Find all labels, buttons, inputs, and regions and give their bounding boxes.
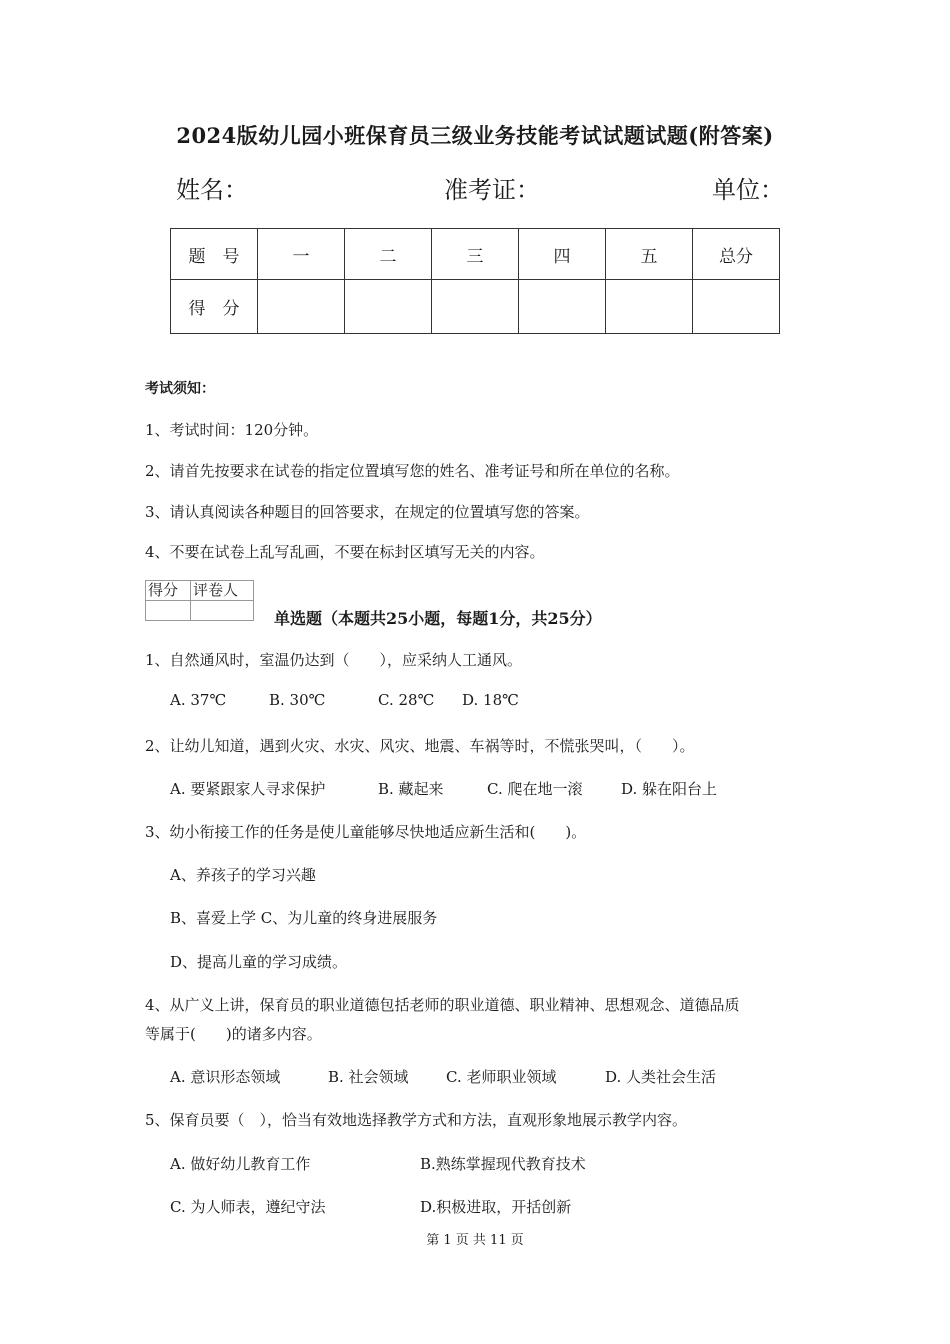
grader-reviewer-label: 评卷人 [191, 581, 254, 601]
note-item: 3、请认真阅读各种题目的回答要求，在规定的位置填写您的答案。 [145, 503, 590, 521]
grader-box [145, 580, 254, 621]
question-stem: 3、幼小衔接工作的任务是使儿童能够尽快地适应新生活和( )。 [145, 823, 587, 841]
name-field-label: 姓名： [176, 176, 248, 204]
question-stem: 1、自然通风时，室温仍达到（ ），应采纳人工通风。 [145, 651, 523, 669]
question-option: A. 要紧跟家人寻求保护 [170, 780, 326, 798]
question-option: C. 为人师表，遵纪守法 [170, 1198, 326, 1216]
score-cell[interactable] [345, 280, 432, 334]
exam-id-field-label: 准考证： [444, 176, 540, 204]
question-stem: 4、从广义上讲，保育员的职业道德包括老师的职业道德、职业精神、思想观念、道德品质 [145, 996, 740, 1014]
score-table-header-cell: 一 [258, 229, 345, 280]
score-table-header-cell: 总分 [693, 229, 780, 280]
score-table-header-cell: 二 [345, 229, 432, 280]
question-stem: 5、保育员要（ ），恰当有效地选择教学方式和方法，直观形象地展示教学内容。 [145, 1111, 688, 1129]
note-item: 2、请首先按要求在试卷的指定位置填写您的姓名、准考证号和所在单位的名称。 [145, 462, 680, 480]
question-option: D. 18℃ [462, 691, 519, 709]
score-cell[interactable] [519, 280, 606, 334]
grader-score-label: 得分 [146, 581, 191, 601]
question-option: B、喜爱上学 C、为儿童的终身进展服务 [170, 909, 438, 927]
section-title: 单选题（本题共25小题，每题1分，共25分） [274, 609, 602, 628]
question-option: D. 躲在阳台上 [621, 780, 718, 798]
question-option: D.积极进取，开括创新 [420, 1198, 572, 1216]
document-title: 2024版幼儿园小班保育员三级业务技能考试试题试题(附答案) [176, 123, 774, 148]
question-option: D、提高儿童的学习成绩。 [170, 953, 348, 971]
question-option: C. 老师职业领域 [446, 1068, 557, 1086]
note-item: 1、考试时间：120分钟。 [145, 421, 319, 439]
question-stem-continued: 等属于( )的诸多内容。 [145, 1025, 322, 1043]
score-table [170, 228, 780, 334]
score-table-header-cell: 四 [519, 229, 606, 280]
unit-field-label: 单位： [712, 176, 784, 204]
question-option: C. 28℃ [378, 691, 435, 709]
score-table-header-cell: 题 号 [171, 229, 258, 280]
question-option: B.熟练掌握现代教育技术 [420, 1155, 586, 1173]
page-footer: 第 1 页 共 11 页 [426, 1233, 524, 1248]
question-stem: 2、让幼儿知道，遇到火灾、水灾、风灾、地震、车祸等时，不慌张哭叫，（ ）。 [145, 737, 695, 755]
score-row-label: 得 分 [171, 280, 258, 334]
note-item: 4、不要在试卷上乱写乱画，不要在标封区填写无关的内容。 [145, 543, 545, 561]
question-option: B. 社会领域 [328, 1068, 409, 1086]
question-option: A、养孩子的学习兴趣 [170, 866, 316, 884]
score-table-score-row [171, 280, 780, 334]
grader-reviewer-cell[interactable] [191, 601, 254, 621]
score-table-header-row [171, 229, 780, 280]
score-cell[interactable] [432, 280, 519, 334]
score-cell[interactable] [693, 280, 780, 334]
question-option: A. 37℃ [170, 691, 227, 709]
score-cell[interactable] [258, 280, 345, 334]
question-option: B. 藏起来 [378, 780, 444, 798]
score-table-header-cell: 五 [606, 229, 693, 280]
question-option: A. 意识形态领域 [170, 1068, 281, 1086]
notes-heading: 考试须知： [145, 381, 215, 397]
question-option: B. 30℃ [269, 691, 326, 709]
score-cell[interactable] [606, 280, 693, 334]
question-option: C. 爬在地一滚 [487, 780, 583, 798]
grader-score-cell[interactable] [146, 601, 191, 621]
question-option: D. 人类社会生活 [605, 1068, 717, 1086]
question-option: A. 做好幼儿教育工作 [170, 1155, 311, 1173]
score-table-header-cell: 三 [432, 229, 519, 280]
